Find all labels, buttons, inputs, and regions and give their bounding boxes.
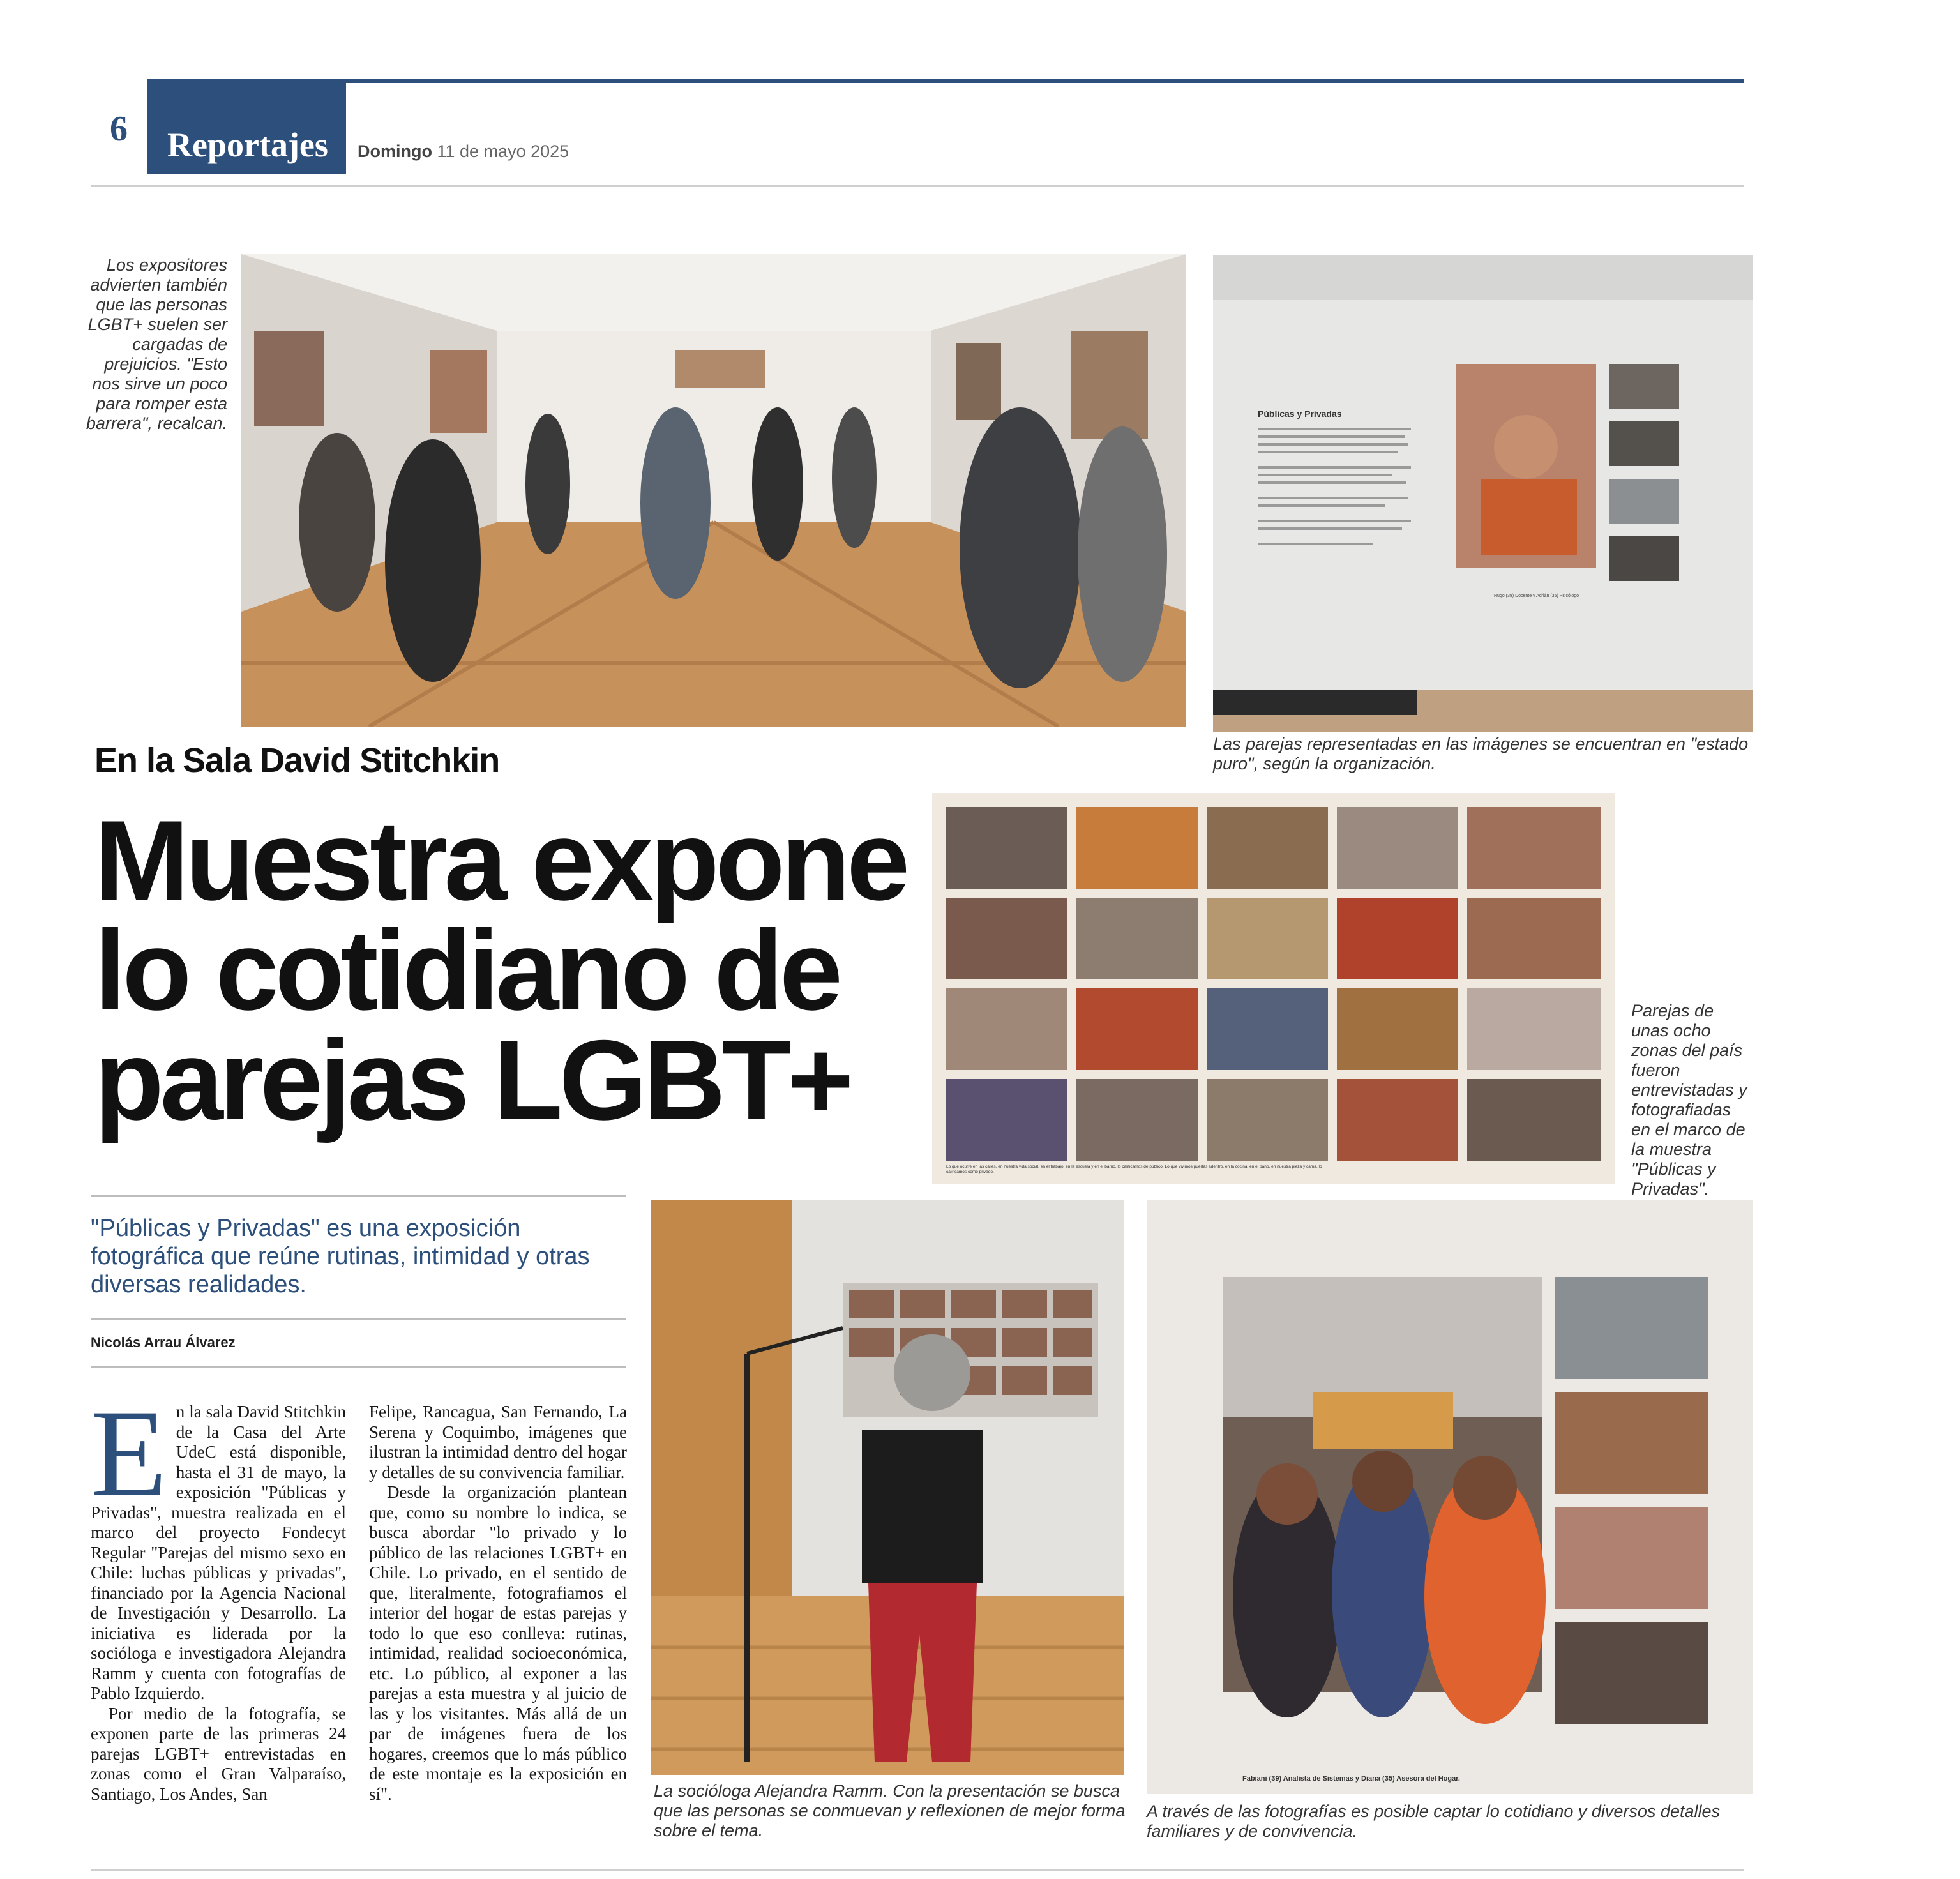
grid-footer-text: Lo que ocurre en las calles, en nuestra vida social, en el trabajo, en la escuela y en el barrio, lo calificamos de público. Lo que vivimos puertas adentro, en la cocina, en el baño, en nuestra pieza y cama, lo calificamos como privado. xyxy=(946,1165,1322,1174)
article-headline xyxy=(94,797,907,1143)
photo-family-wall xyxy=(1147,1200,1753,1794)
photo-speaker xyxy=(651,1200,1124,1775)
caption-gallery: Los expositores advierten también que las personas LGBT+ suelen ser cargadas de prejuicios. "Esto nos sirve un poco para romper esta barrera", recalcan. xyxy=(86,255,227,433)
col2-paragraph-2: Desde la organización plantean que, como su nombre lo indica, se busca abordar "lo privado y lo público de las relaciones LGBT+ en Chile. Lo privado, en el sentido de que, literalmente, fotografiamos el interior del hogar de estas parejas y todo lo que eso conlleva: rutinas, intimidad, realidad socioeconómica, etc. Lo público, al exponer a las parejas a esta muestra y al juicio de las y los visitantes. Más allá de un par de imágenes fuera de los hogares, creemos que lo más público de este montaje es la exposición en sí". xyxy=(369,1483,627,1804)
caption-family: A través de las fotografías es posible captar lo cotidiano y diversos detalles familiares y de convivencia. xyxy=(1147,1802,1720,1841)
dateline-day: Domingo xyxy=(358,142,432,161)
caption-grid: Parejas de unas ocho zonas del país fueron entrevistadas y fotografiadas en el marco de la muestra "Públicas y Privadas". xyxy=(1631,1001,1747,1198)
headline-line-3: parejas LGBT+ xyxy=(94,1016,850,1143)
article-kicker: En la Sala David Stitchkin xyxy=(94,741,500,780)
photo-gallery-crowd xyxy=(241,254,1186,727)
dateline-date: 11 de mayo 2025 xyxy=(437,142,569,161)
article-column-2 xyxy=(369,1402,627,1804)
col1-paragraph-2: Por medio de la fotografía, se exponen parte de las primeras 24 parejas LGBT+ entrevistadas en zonas como el Gran Valparaíso, Santiago, Los Andes, San xyxy=(91,1703,346,1804)
subhead-rule-bottom xyxy=(91,1318,626,1320)
headline-line-2: lo cotidiano de xyxy=(94,907,839,1034)
photo-grid-wall xyxy=(932,793,1615,1184)
caption-speaker: La socióloga Alejandra Ramm. Con la presentación se busca que las personas se conmuevan y reflexionen de mejor forma sobre el tema. xyxy=(654,1781,1126,1840)
byline-rule xyxy=(91,1366,626,1368)
article-byline: Nicolás Arrau Álvarez xyxy=(91,1334,236,1350)
headline-line-1: Muestra expone xyxy=(94,797,907,924)
footer-rule xyxy=(91,1869,1744,1871)
dateline xyxy=(358,142,569,162)
family-photo-label: Fabiani (39) Analista de Sistemas y Diana (35) Asesora del Hogar. xyxy=(1242,1775,1460,1783)
subhead-rule-top xyxy=(91,1195,626,1197)
caption-wall: Las parejas representadas en las imágenes se encuentran en "estado puro", según la organización. xyxy=(1213,734,1749,773)
col1-paragraph-1: n la sala David Stitchkin de la Casa del Arte UdeC está disponible, hasta el 31 de mayo, la exposición "Públicas y Privadas", muestra realizada en el marco del proyecto Fondecyt Regular "Parejas del mismo sexo en Chile: luchas públicas y privadas", financiado por la Agencia Nacional de Investigación y Desarrollo. La iniciativa es liderada por la socióloga e investigadora Alejandra Ramm y cuenta con fotografías de Pablo Izquierdo. xyxy=(91,1402,346,1703)
col2-paragraph-1: Felipe, Rancagua, San Fernando, La Serena y Coquimbo, imágenes que ilustran la intimidad dentro del hogar y detalles de su convivencia familiar. xyxy=(369,1402,627,1482)
section-name: Reportajes xyxy=(167,126,328,164)
article-dropcap: E xyxy=(91,1384,167,1523)
article-column-1 xyxy=(91,1384,346,1804)
page-number: 6 xyxy=(110,109,128,149)
wall-photo-label: Hugo (38) Docente y Adrián (35) Psicólogo xyxy=(1494,594,1579,598)
header-rule xyxy=(91,185,1744,187)
photo-exhibit-wall xyxy=(1213,255,1753,732)
wall-title: Públicas y Privadas xyxy=(1258,409,1342,419)
article-subhead: "Públicas y Privadas" es una exposición fotográfica que reúne rutinas, intimidad y otras diversas realidades. xyxy=(91,1215,590,1298)
